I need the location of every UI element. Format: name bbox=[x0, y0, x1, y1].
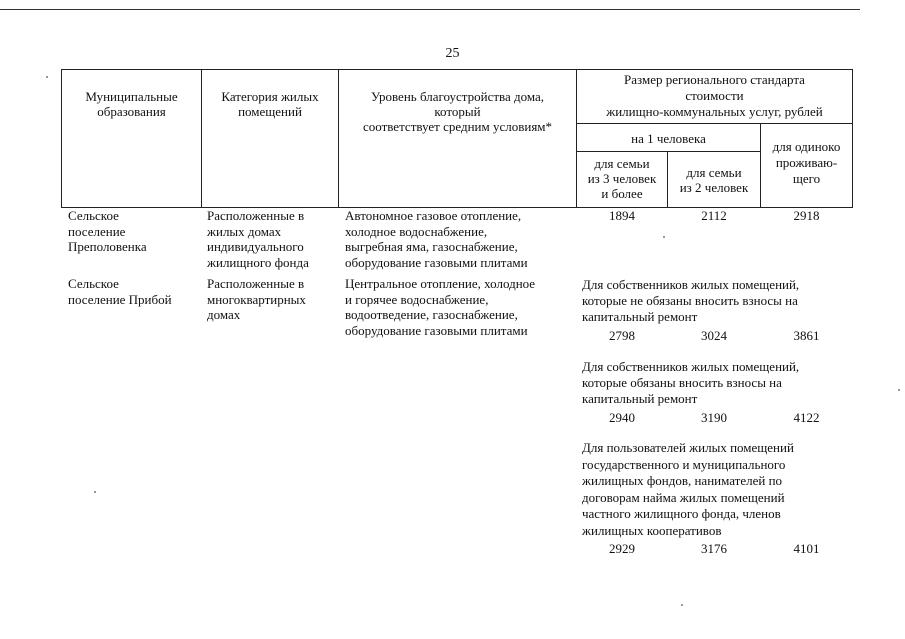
row1-value-single: 2918 bbox=[793, 208, 820, 223]
row2-amenities: Центральное отопление, холодное и горячее водоснабжение, водоотведение, газоснабжение, оборудование газовыми плитами bbox=[345, 276, 536, 338]
header-per-person: на 1 человека bbox=[631, 131, 706, 146]
header-standard-title: Размер регионального стандарта стоимости жилищно-коммунальных услуг, рублей bbox=[606, 72, 823, 119]
header-border-right bbox=[852, 69, 853, 208]
header-rule-per-person bbox=[576, 151, 760, 152]
group3-value-family3: 2929 bbox=[609, 541, 635, 556]
group1-label: Для собственников жилых помещений, которые не обязаны вносить взносы на капитальный ремонт bbox=[582, 277, 800, 324]
group3-label: Для пользователей жилых помещений государственного и муниципального жилищных фондов, нанимателей по договорам найма жилых помещений частного жилищного фонда, членов жилищных кооперативов bbox=[582, 440, 794, 538]
group2-value-single: 4122 bbox=[793, 410, 820, 425]
group1-value-single: 3861 bbox=[793, 328, 820, 343]
header-category: Категория жилых помещений bbox=[221, 89, 319, 119]
group1-value-family2: 3024 bbox=[701, 328, 727, 343]
group3-value-family2: 3176 bbox=[701, 541, 727, 556]
scan-speck bbox=[681, 604, 683, 606]
scan-speck bbox=[898, 389, 900, 391]
scan-speck bbox=[663, 236, 665, 238]
group2-value-family2: 3190 bbox=[701, 410, 727, 425]
header-family-2: для семьи из 2 человек bbox=[679, 165, 749, 195]
group1-value-family3: 2798 bbox=[609, 328, 635, 343]
row1-amenities: Автономное газовое отопление, холодное водоснабжение, выгребная яма, газоснабжение, оборудование газовыми плитами bbox=[345, 208, 528, 270]
scan-speck bbox=[46, 76, 48, 78]
header-rule-standard bbox=[576, 123, 853, 124]
group2-label: Для собственников жилых помещений, которые обязаны вносить взносы на капитальный ремонт bbox=[582, 359, 800, 406]
top-rule bbox=[0, 9, 860, 10]
group3-value-single: 4101 bbox=[793, 541, 820, 556]
header-family-3: для семьи из 3 человек и более bbox=[587, 156, 657, 201]
header-top-border bbox=[61, 69, 853, 70]
row2-municipality: Сельское поселение Прибой bbox=[68, 276, 172, 307]
row1-municipality: Сельское поселение Преполовенка bbox=[68, 208, 147, 254]
page-number: 25 bbox=[445, 46, 460, 61]
group2-value-family3: 2940 bbox=[609, 410, 635, 425]
row1-value-family2: 2112 bbox=[701, 208, 727, 223]
header-municipality: Муниципальные образования bbox=[85, 89, 178, 119]
header-single: для одиноко проживаю- щего bbox=[772, 139, 841, 186]
row2-category: Расположенные в многоквартирных домах bbox=[207, 276, 306, 322]
scan-speck bbox=[94, 491, 96, 493]
header-amenities: Уровень благоустройства дома, который соответствует средним условиям* bbox=[362, 89, 553, 134]
row1-category: Расположенные в жилых домах индивидуального жилищного фонда bbox=[207, 208, 309, 270]
row1-value-family3: 1894 bbox=[609, 208, 635, 223]
